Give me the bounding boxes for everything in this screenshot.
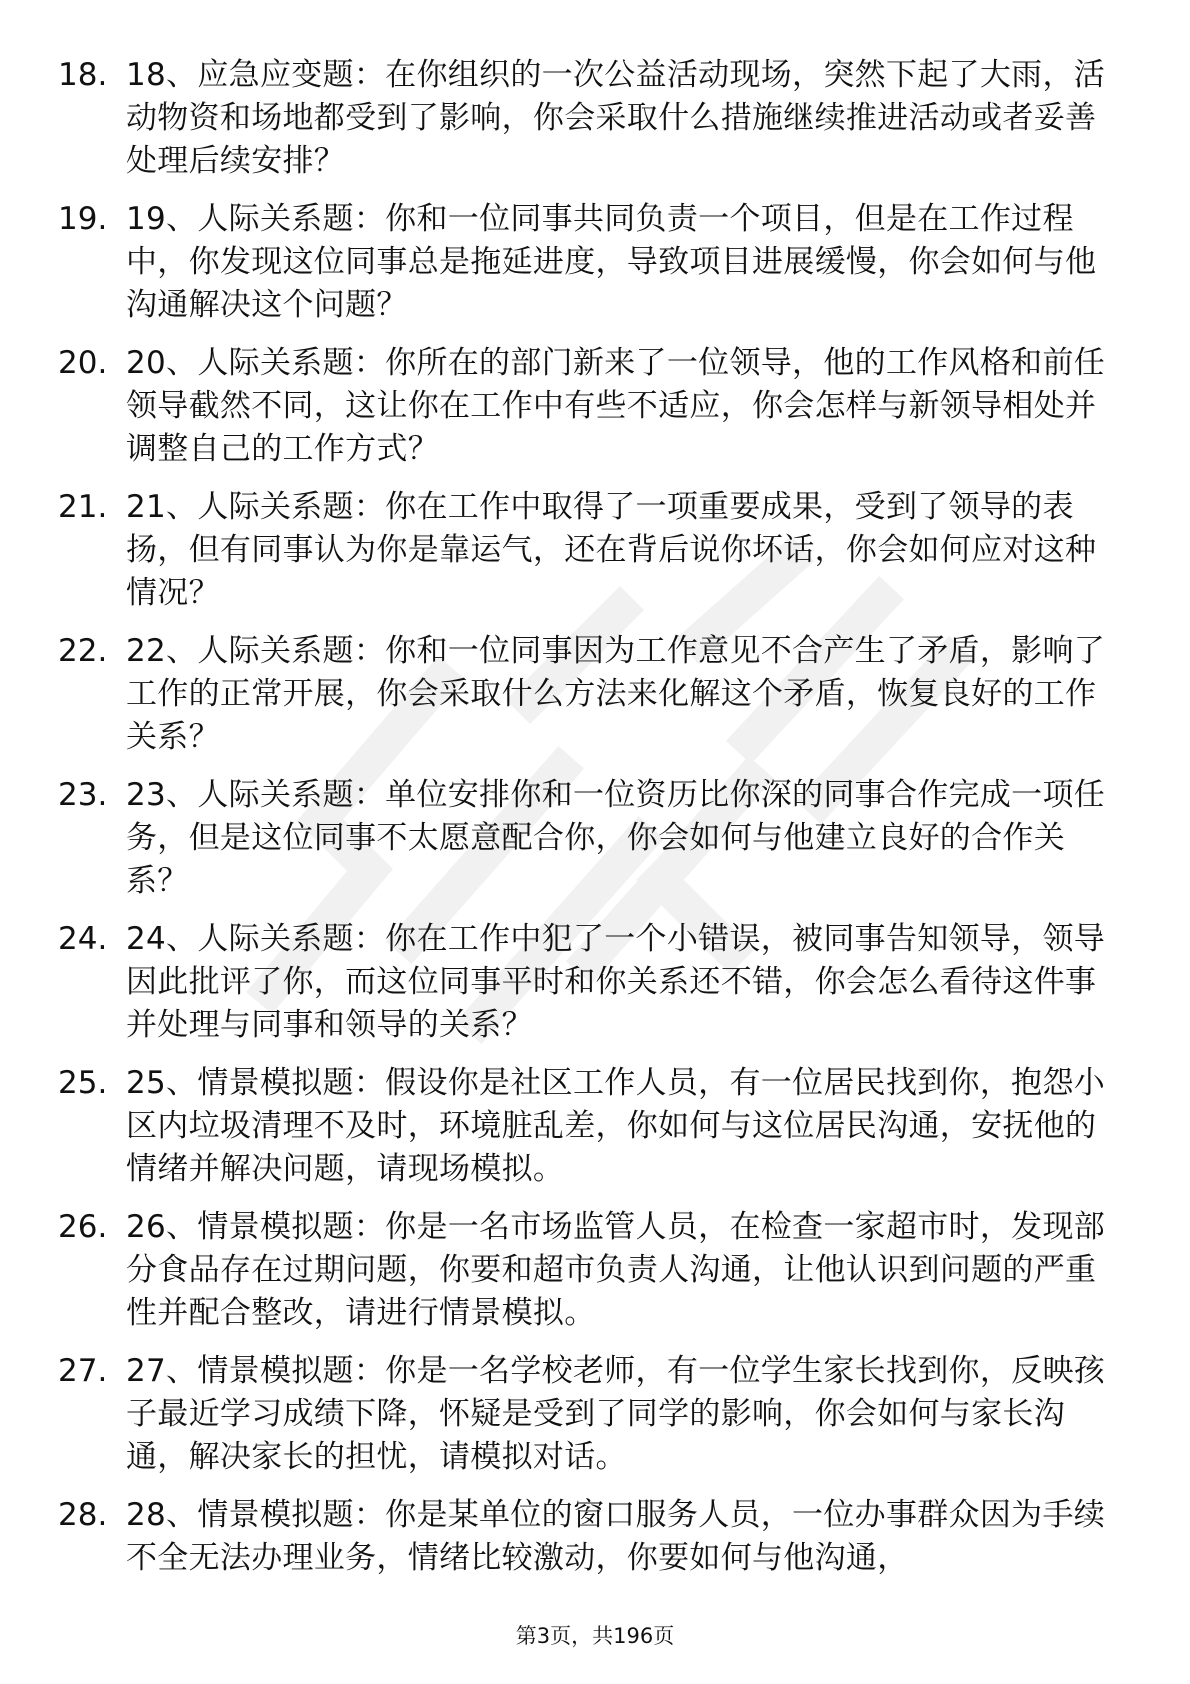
question-number: 23.: [58, 777, 108, 813]
question-list: [58, 54, 1118, 1595]
question-number: 24.: [58, 921, 108, 957]
question-item: [58, 486, 1118, 615]
question-item: [58, 54, 1118, 183]
question-number: 26.: [58, 1209, 108, 1245]
question-text: 22、人际关系题：你和一位同事因为工作意见不合产生了矛盾，影响了工作的正常开展，你会采取什么方法来化解这个矛盾，恢复良好的工作关系？: [126, 633, 1106, 755]
question-item: [58, 198, 1118, 327]
page-footer: 第3页，共196页: [515, 1624, 675, 1648]
question-item: [58, 774, 1118, 903]
question-item: [58, 342, 1118, 471]
question-text: 20、人际关系题：你所在的部门新来了一位领导，他的工作风格和前任领导截然不同，这让你在工作中有些不适应，你会怎样与新领导相处并调整自己的工作方式？: [126, 345, 1106, 467]
question-text: 24、人际关系题：你在工作中犯了一个小错误，被同事告知领导，领导因此批评了你，而这位同事平时和你关系还不错，你会怎么看待这件事并处理与同事和领导的关系？: [126, 921, 1106, 1043]
question-item: [58, 1494, 1118, 1580]
question-number: 21.: [58, 489, 108, 525]
question-item: [58, 1350, 1118, 1479]
question-text: 19、人际关系题：你和一位同事共同负责一个项目，但是在工作过程中，你发现这位同事总是拖延进度，导致项目进展缓慢，你会如何与他沟通解决这个问题？: [126, 201, 1097, 323]
question-text: 18、应急应变题：在你组织的一次公益活动现场，突然下起了大雨，活动物资和场地都受到了影响，你会采取什么措施继续推进活动或者妥善处理后续安排？: [126, 57, 1106, 179]
question-text: 21、人际关系题：你在工作中取得了一项重要成果，受到了领导的表扬，但有同事认为你是靠运气，还在背后说你坏话，你会如何应对这种情况？: [126, 489, 1097, 611]
question-number: 18.: [58, 57, 108, 93]
question-number: 27.: [58, 1353, 108, 1389]
question-number: 22.: [58, 633, 108, 669]
question-number: 28.: [58, 1497, 108, 1533]
question-text: 25、情景模拟题：假设你是社区工作人员，有一位居民找到你，抱怨小区内垃圾清理不及时，环境脏乱差，你如何与这位居民沟通，安抚他的情绪并解决问题，请现场模拟。: [126, 1065, 1106, 1187]
question-number: 19.: [58, 201, 108, 237]
question-number: 20.: [58, 345, 108, 381]
question-number: 25.: [58, 1065, 108, 1101]
question-item: [58, 918, 1118, 1047]
question-text: 23、人际关系题：单位安排你和一位资历比你深的同事合作完成一项任务，但是这位同事不太愿意配合你，你会如何与他建立良好的合作关系？: [126, 777, 1106, 899]
question-text: 26、情景模拟题：你是一名市场监管人员，在检查一家超市时，发现部分食品存在过期问题，你要和超市负责人沟通，让他认识到问题的严重性并配合整改，请进行情景模拟。: [126, 1209, 1106, 1331]
question-item: [58, 1206, 1118, 1335]
question-text: 27、情景模拟题：你是一名学校老师，有一位学生家长找到你，反映孩子最近学习成绩下降，怀疑是受到了同学的影响，你会如何与家长沟通，解决家长的担忧，请模拟对话。: [126, 1353, 1106, 1475]
question-text: 28、情景模拟题：你是某单位的窗口服务人员，一位办事群众因为手续不全无法办理业务，情绪比较激动，你要如何与他沟通，: [126, 1497, 1106, 1576]
question-item: [58, 630, 1118, 759]
question-item: [58, 1062, 1118, 1191]
